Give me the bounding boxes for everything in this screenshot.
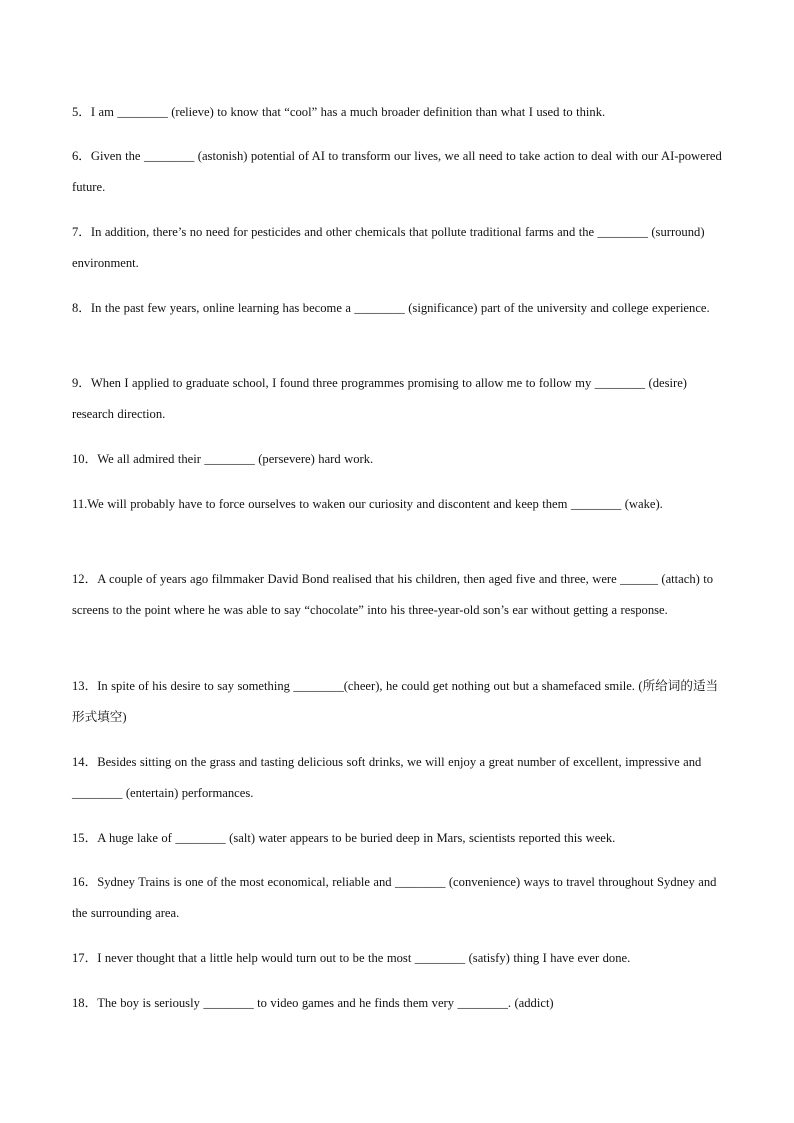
- question-11: 11.We will probably have to force ourselves to waken our curiosity and discontent and keep them ________ (wake).: [72, 497, 663, 511]
- question-8: 8．In the past few years, online learning has become a ________ (significance) part of the university and college experience.: [72, 301, 710, 315]
- question-6: 6．Given the ________ (astonish) potential of AI to transform our lives, we all need to take action to deal with our AI-powered future.: [72, 149, 722, 194]
- question-18: 18．The boy is seriously ________ to video games and he finds them very ________. (addict): [72, 996, 554, 1010]
- question-13: 13．In spite of his desire to say something ________(cheer), he could get nothing out but a shamefaced smile. (所给词的适当形式填空): [72, 679, 719, 724]
- question-7: 7．In addition, there’s no need for pesticides and other chemicals that pollute traditional farms and the ________ (surround) environment.: [72, 225, 705, 270]
- question-15: 15．A huge lake of ________ (salt) water appears to be buried deep in Mars, scientists reported this week.: [72, 831, 616, 845]
- question-10: 10．We all admired their ________ (persevere) hard work.: [72, 452, 374, 466]
- question-9: 9．When I applied to graduate school, I found three programmes promising to allow me to follow my ________ (desire) research direction.: [72, 376, 688, 421]
- question-17: 17．I never thought that a little help would turn out to be the most ________ (satisfy) thing I have ever done.: [72, 951, 631, 965]
- question-5: 5．I am ________ (relieve) to know that “cool” has a much broader definition than what I used to think.: [72, 105, 606, 119]
- question-14: 14．Besides sitting on the grass and tasting delicious soft drinks, we will enjoy a great number of excellent, impressive and ________ (entertain) performances.: [72, 755, 702, 800]
- question-16: 16．Sydney Trains is one of the most economical, reliable and ________ (convenience) ways to travel throughout Sydney and the surrounding area.: [72, 875, 717, 920]
- question-12: 12．A couple of years ago filmmaker David Bond realised that his children, then aged five and three, were ______ (attach) to screens to the point where he was able to say “chocolate” into his three-year-old son’s ear without getting a response.: [72, 572, 714, 617]
